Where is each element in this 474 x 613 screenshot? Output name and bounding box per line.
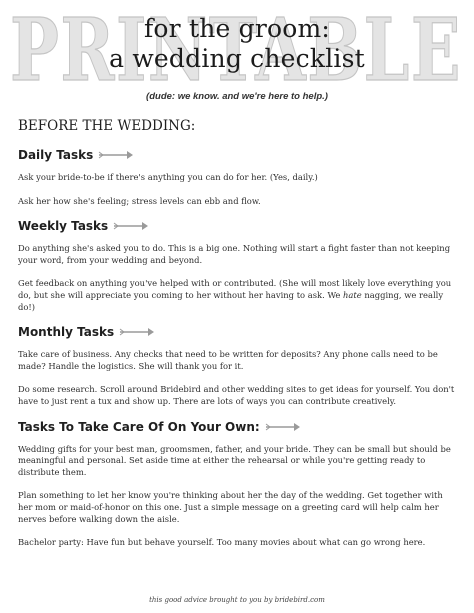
weekly-tasks-heading-text: Weekly Tasks	[18, 219, 109, 234]
emphasis-text: hate	[343, 289, 362, 300]
arrow-icon	[113, 221, 149, 231]
weekly-task-paragraph-feedback: Get feedback on anything you've helped with or contributed. (She will most likely love everything you do, but she will appreciate you coming to her without her having to ask. We hate nagging, we really do!)	[18, 278, 452, 312]
arrow-icon	[265, 422, 301, 432]
title-line-1: for the groom:	[143, 14, 331, 43]
monthly-task-paragraph: Take care of business. Any checks that need to be written for deposits? Any phone calls need to be made? Handle the logistics. She will thank you for it.	[18, 349, 438, 371]
own-tasks-heading	[18, 418, 458, 436]
watermark-text: PRINTABLE	[10, 2, 462, 98]
monthly-task-paragraph: Do some research. Scroll around Bridebird and other wedding sites to get ideas for yourself. You don't have to just rent a tux and show up. There are lots of ways you can contribute creatively.	[18, 384, 455, 406]
weekly-task-paragraph: Do anything she's asked you to do. This is a big one. Nothing will start a fight faster than not keeping your word, from your wedding and beyond.	[18, 243, 451, 265]
own-tasks-section	[18, 418, 458, 549]
title-block	[0, 14, 474, 74]
daily-task-paragraph: Ask her how she's feeling; stress levels can ebb and flow.	[18, 195, 261, 206]
arrow-icon	[119, 327, 155, 337]
tagline: (dude: we know. and we're here to help.)	[146, 91, 328, 102]
daily-task-paragraph: Ask your bride-to-be if there's anything you can do for her. (Yes, daily.)	[18, 172, 318, 182]
weekly-tasks-heading	[18, 217, 458, 235]
own-task-paragraph: Plan something to let her know you're thinking about her the day of the wedding. Get together with her mom or maid-of-honor on this one. Just a simple message on a greeting card will help calm her nerves before walking down the aisle.	[18, 490, 443, 524]
daily-tasks-heading	[18, 146, 458, 164]
section-heading-before-wedding: BEFORE THE WEDDING:	[18, 118, 196, 134]
own-task-paragraph: Bachelor party: Have fun but behave yourself. Too many movies about what can go wrong here.	[18, 537, 426, 548]
own-tasks-heading-text: Tasks To Take Care Of On Your Own:	[18, 419, 260, 434]
task-sections	[18, 146, 458, 549]
monthly-tasks-section	[18, 323, 458, 407]
weekly-tasks-section	[18, 217, 458, 313]
own-task-paragraph: Wedding gifts for your best man, groomsmen, father, and your bride. They can be small but should be meaningful and personal. Set aside time at either the rehearsal or while you're getting ready to distribute them.	[18, 443, 451, 477]
monthly-tasks-heading-text: Monthly Tasks	[18, 325, 115, 340]
footer-credit: this good advice brought to you by bridebird.com	[149, 596, 325, 604]
daily-tasks-section	[18, 146, 458, 207]
title-line-2: a wedding checklist	[109, 44, 365, 73]
monthly-tasks-heading	[18, 323, 458, 341]
arrow-icon	[98, 150, 134, 160]
daily-tasks-heading-text: Daily Tasks	[18, 148, 94, 162]
